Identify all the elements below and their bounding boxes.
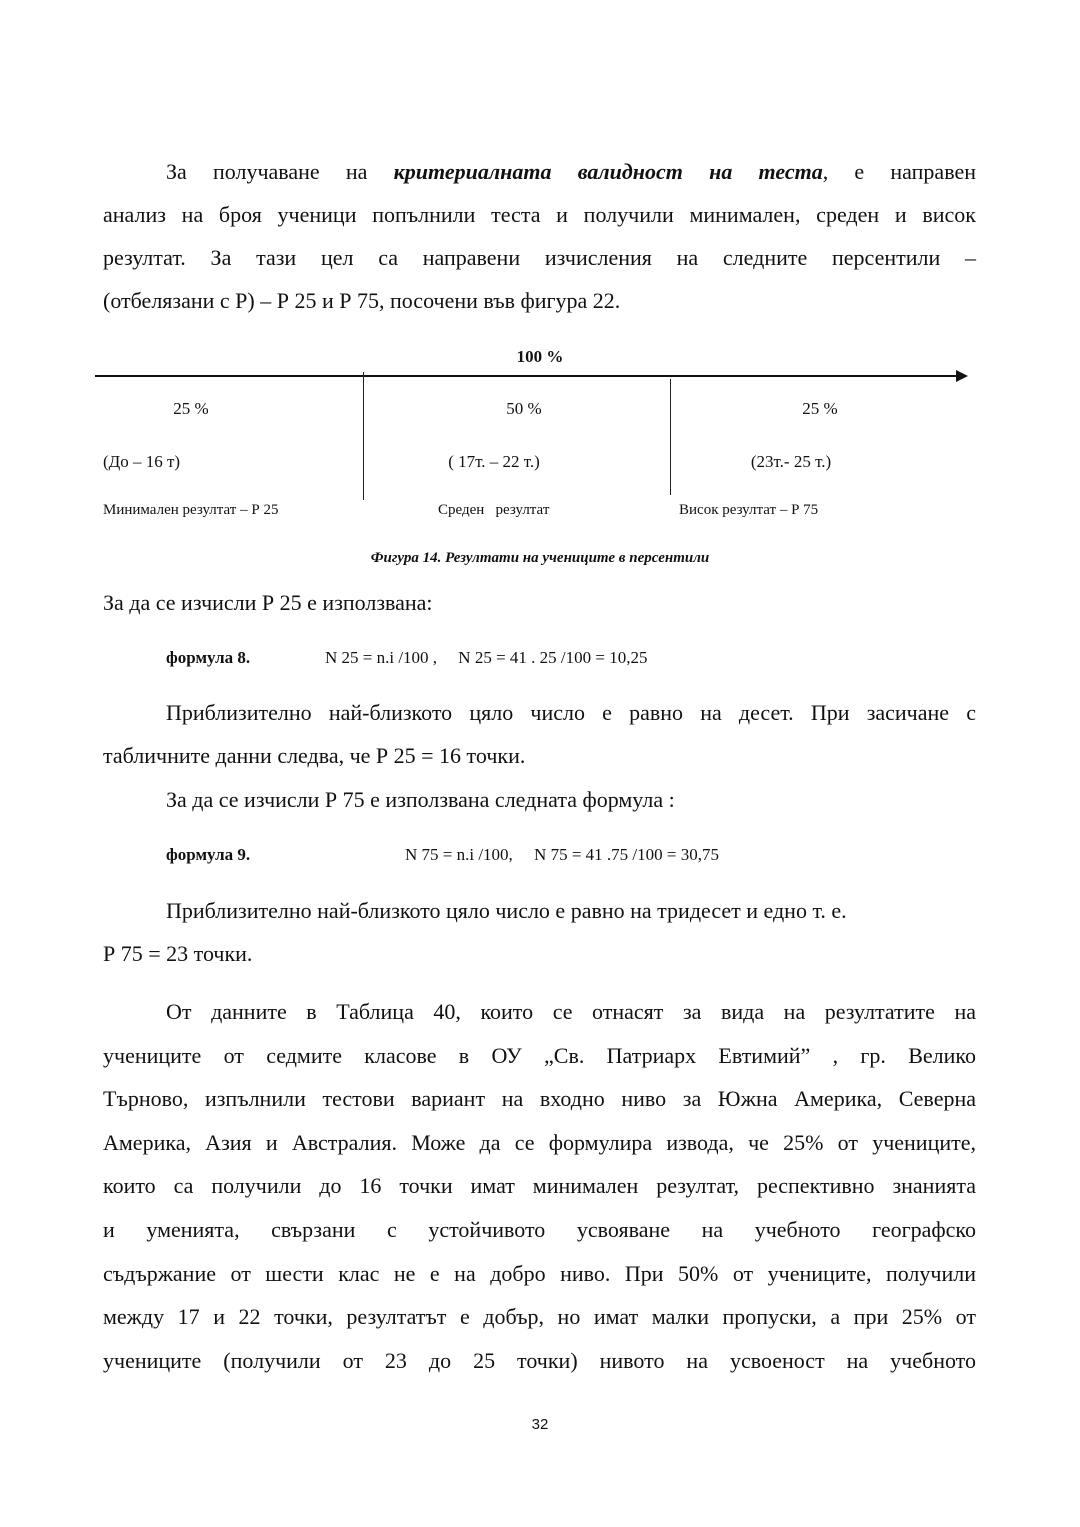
figure-caption: Фигура 14. Резултати на учениците в персентили xyxy=(370,550,710,566)
paragraph-4-line-5: които са получили до 16 точки имат минимален резултат, респективно знанията xyxy=(103,1173,976,1198)
paragraph-1-line-3: резултат. За тази цел са направени изчисления на следните персентили – xyxy=(103,245,976,270)
paragraph-1-line-4: (отбелязани с Р) – Р 25 и Р 75, посочени във фигура 22. xyxy=(103,288,621,313)
paragraph-4-line-8: между 17 и 22 точки, резултатът е добър, но имат малки пропуски, а при 25% от xyxy=(103,1304,976,1329)
segment-3-percent: 25 % xyxy=(802,399,838,418)
paragraph-3-line-1: Приблизително най-близкото цяло число е равно на тридесет и едно т. е. xyxy=(166,898,847,923)
formula-9-expression: N 75 = n.i /100, N 75 = 41 .75 /100 = 30,75 xyxy=(405,845,719,864)
paragraph-4-line-6: и уменията, свързани с устойчивото усвояване на учебното географско xyxy=(103,1217,976,1242)
paragraph-4-line-4: Америка, Азия и Австралия. Може да се формулира извода, че 25% от учениците, xyxy=(103,1130,976,1155)
formula-8-expression: N 25 = n.i /100 , N 25 = 41 . 25 /100 = 10,25 xyxy=(325,648,648,667)
segment-2-range: ( 17т. – 22 т.) xyxy=(448,452,540,471)
paragraph-4-line-2: учениците от седмите класове в ОУ „Св. Патриарх Евтимий” , гр. Велико xyxy=(103,1043,976,1068)
formula-9-label: формула 9. xyxy=(166,845,251,864)
axis-arrow-line xyxy=(95,375,957,377)
segment-2-percent: 50 % xyxy=(506,399,542,418)
page-number: 32 xyxy=(531,1416,549,1433)
paragraph-4-line-1: От данните в Таблица 40, които се отнасят за вида на резултатите на xyxy=(166,999,976,1024)
paragraph-4-line-9: учениците (получили от 23 до 25 точки) нивото на усвоеност на учебното xyxy=(103,1348,976,1373)
segment-1-label: Минимален резултат – Р 25 xyxy=(103,502,279,518)
segment-2-label: Среден резултат xyxy=(438,502,550,518)
paragraph-4-line-3: Търново, изпълнили тестови вариант на входно ниво за Южна Америка, Северна xyxy=(103,1086,976,1111)
paragraph-2-line-1: Приблизително най-близкото цяло число е равно на десет. При засичане с xyxy=(166,700,976,725)
figure-total: 100 % xyxy=(516,347,564,366)
paragraph-1-line-2: анализ на броя ученици попълнили теста и получили минимален, среден и висок xyxy=(103,202,976,227)
p25-intro: За да се изчисли Р 25 е използвана: xyxy=(103,590,433,615)
text: За получаване на xyxy=(166,159,394,184)
paragraph-3-line-2: Р 75 = 23 точки. xyxy=(103,941,253,966)
paragraph-2-line-2: табличните данни следва, че Р 25 = 16 точки. xyxy=(103,743,526,768)
segment-1-percent: 25 % xyxy=(173,399,209,418)
p75-intro: За да се изчисли Р 75 е използвана следната формула : xyxy=(166,787,675,812)
paragraph-1-line-1 xyxy=(166,159,976,185)
paragraph-4-line-7: съдържание от шести клас не е на добро ниво. При 50% от учениците, получили xyxy=(103,1261,976,1286)
formula-8-label: формула 8. xyxy=(166,648,251,667)
emphasis-criterion-validity: критериалната валидност на теста xyxy=(393,159,823,184)
divider-p25 xyxy=(363,372,364,500)
text: , е направен xyxy=(822,159,976,184)
segment-3-label: Висок резултат – Р 75 xyxy=(679,502,819,518)
arrowhead-icon xyxy=(956,370,968,382)
segment-1-range: (До – 16 т) xyxy=(103,452,181,471)
divider-p75 xyxy=(670,379,671,495)
segment-3-range: (23т.- 25 т.) xyxy=(750,452,832,471)
